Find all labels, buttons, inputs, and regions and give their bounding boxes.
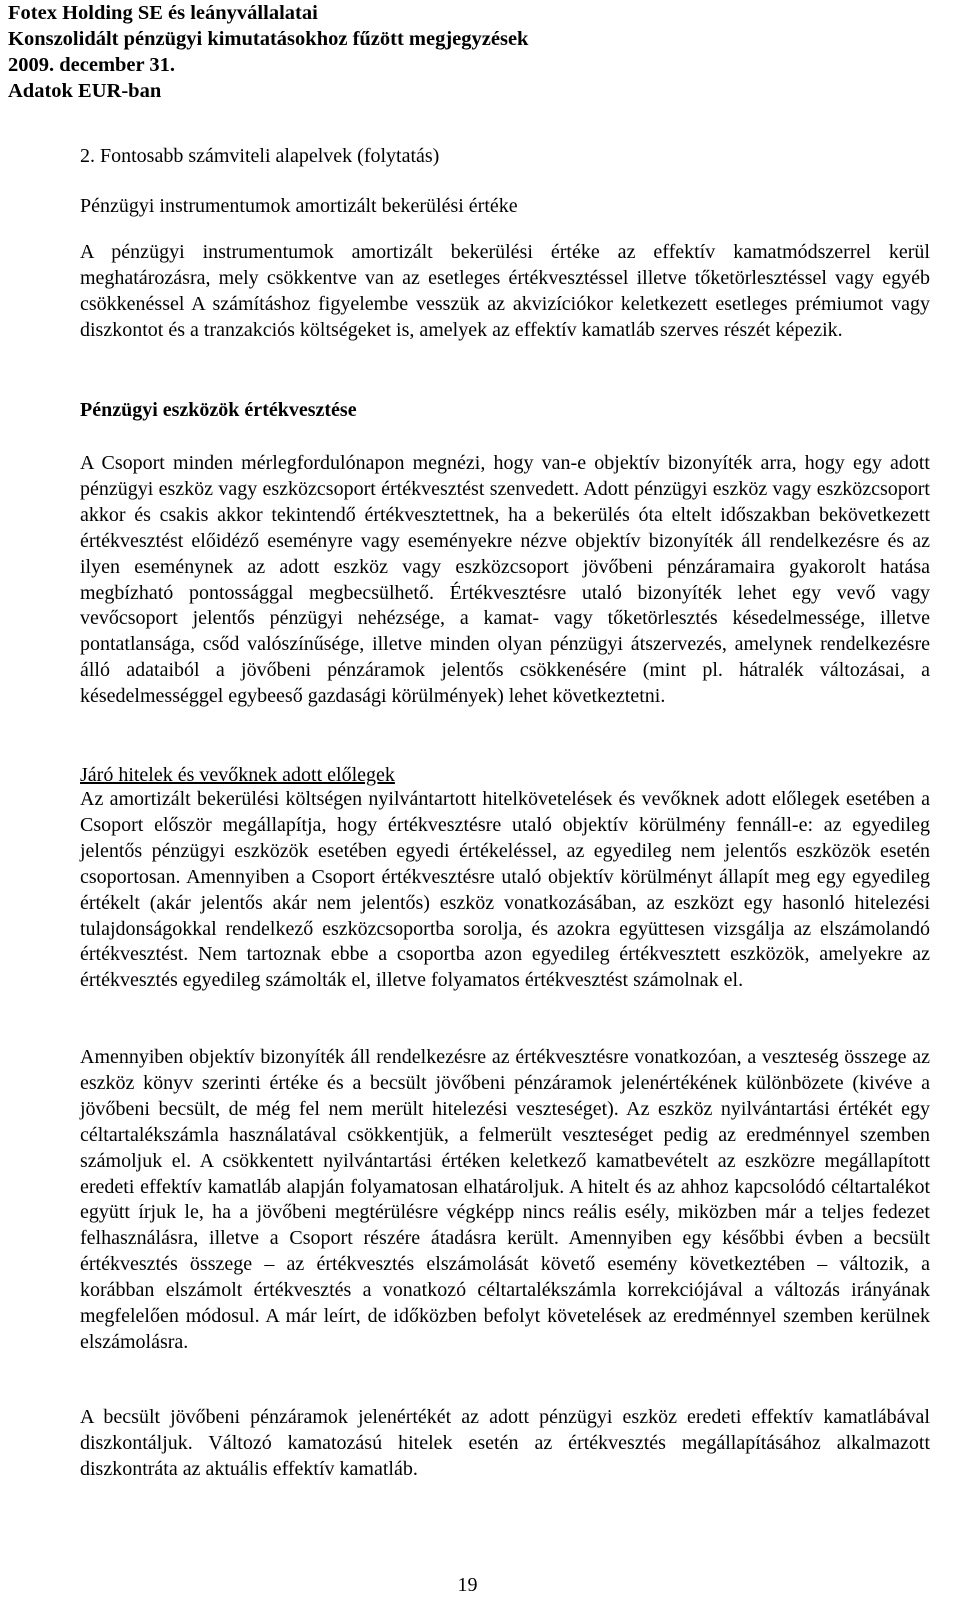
company-name: Fotex Holding SE és leányvállalatai <box>8 2 318 24</box>
document-header <box>8 0 908 104</box>
document-title: Konszolidált pénzügyi kimutatásokhoz fűzött megjegyzések <box>8 28 529 50</box>
page-number: 19 <box>457 1574 478 1596</box>
amortized-cost-subtitle: Pénzügyi instrumentumok amortizált bekerülési értéke <box>80 195 518 217</box>
section-title: 2. Fontosabb számviteli alapelvek (folytatás) <box>80 145 440 167</box>
impairment-heading: Pénzügyi eszközök értékvesztése <box>80 399 357 421</box>
impairment-paragraph: A Csoport minden mérlegfordulónapon megnézi, hogy van-e objektív bizonyíték arra, hogy egy adott pénzügyi eszköz vagy eszközcsoport értékvesztést szenvedett. Adott pénzügyi eszköz vagy eszközcsoport akkor és csakis akkor tekintendő értékvesztettnek, ha a bekerülés óta eltelt időszakban bekövetkezett értékvesztést előidéző eseményre vagy eseményekre nézve objektív bizonyíték áll rendelkezésre és az ilyen eseménynek az adott eszköz vagy eszközcsoport jövőbeni pénzáramaira gyakorolt hatása megbízható pontossággal megbecsülhető. Értékvesztésre utaló bizonyíték lehet egy vevő vagy vevőcsoport jelentős pénzügyi nehézsége, a kamat- vagy tőketörlesztés késedelmessége, illetve pontatlansága, csőd valószínűsége, illetve minden olyan pénzügyi átszervezés, amelynek rendelkezésre álló adataiból a jövőbeni pénzáramok jelentős csökkenésére (mint pl. hátralék változásai, a késedelmességgel egybeeső gazdasági körülmények) lehet következtetni. <box>80 452 930 708</box>
impairment-loss-paragraph: Amennyiben objektív bizonyíték áll rendelkezésre az értékvesztésre vonatkozóan, a veszteség összege az eszköz könyv szerinti értéke és a becsült jövőbeni pénzáramok jelenértékének különbözete (kivéve a jövőbeni becsült, de még fel nem merült hitelezési veszteséget). Az eszköz nyilvántartási értékét egy céltartalékszámla használatával csökkentjük, a felmerült veszteséget pedig az eredménnyel szemben számoljuk el. A csökkentett nyilvántartási értéken keletkező kamatbevételt az eszközre megállapított eredeti effektív kamatláb alapján folyamatosan elhatároljuk. A hitelt és az ahhoz kapcsolódó céltartalékot együtt írjuk le, ha a jövőbeni megtérülésre végképp nincs reális esély, miközben már a teljes fedezet felhasználásra, illetve a Csoport részére átadásra került. Amennyiben egy későbbi évben a becsült értékvesztés összege – az értékvesztés elszámolását követő esemény következtében – változik, a korábban elszámolt értékvesztés a vonatkozó céltartalékszámla korrekciójával a változás irányának megfelelően módosul. A már leírt, de időközben befolyt követelések az eredménnyel szemben kerülnek elszámolásra. <box>80 1046 930 1353</box>
amortized-cost-paragraph: A pénzügyi instrumentumok amortizált bekerülési értéke az effektív kamatmódszerrel kerül meghatározásra, mely csökkentve van az esetleges értékvesztéssel illetve tőketörlesztéssel vagy egyéb csökkenéssel A számításhoz figyelembe vesszük az akvizíciókor keletkezett esetleges prémiumot vagy diszkontot és a tranzakciós költségeket is, amelyek az effektív kamatláb szerves részét képezik. <box>80 241 930 341</box>
loans-advances-paragraph: Az amortizált bekerülési költségen nyilvántartott hitelkövetelések és vevőknek adott előlegek esetében a Csoport először megállapítja, hogy értékvesztésre utaló objektív körülmény fennáll-e: az egyedileg jelentős pénzügyi eszközök esetében egyedi értékeléssel, az egyedileg nem jelentős eszközök esetén csoportosan. Amennyiben a Csoport értékvesztésre utaló objektív körülményt állapít meg egy egyedileg értékelt (akár jelentős akár nem jelentős) eszköz vonatkozásában, az eszközt egy hasonló hitelezési tulajdonságokkal rendelkező eszközcsoportba sorolja, és azokra együttesen vizsgálja az elszámolandó értékvesztést. Nem tartoznak ebbe a csoportba azon egyedileg értékvesztett eszközök, amelyekre az értékvesztés egyedileg számolták el, illetve folyamatos értékvesztést számolnak el. <box>80 788 930 992</box>
discounting-paragraph: A becsült jövőbeni pénzáramok jelenértékét az adott pénzügyi eszköz eredeti effektív kamatlábával diszkontáljuk. Változó kamatozású hitelek esetén az értékvesztés megállapításához alkalmazott diszkontráta az aktuális effektív kamatláb. <box>80 1406 930 1480</box>
currency-note: Adatok EUR-ban <box>8 80 162 102</box>
report-date: 2009. december 31. <box>8 54 176 76</box>
loans-advances-heading: Járó hitelek és vevőknek adott előlegek <box>80 764 395 786</box>
